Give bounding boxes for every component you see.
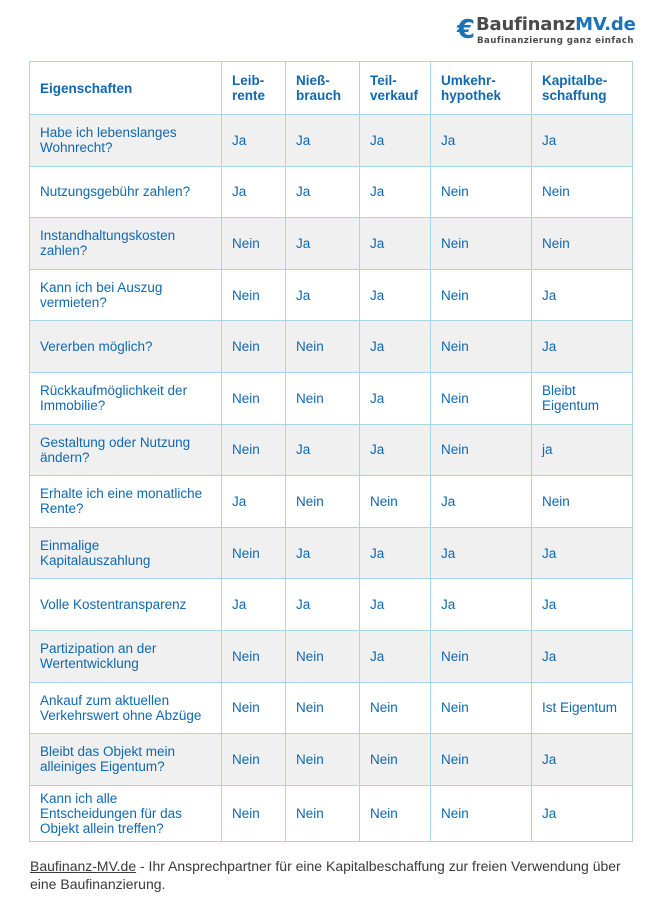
- cell-line: hypothek: [441, 88, 502, 103]
- cell-line: ändern?: [40, 449, 90, 465]
- table-row: [30, 321, 633, 373]
- cell-line: Rente?: [40, 501, 84, 517]
- value-cell: Nein: [222, 218, 286, 270]
- value-cell: Nein: [431, 785, 532, 841]
- value-cell: Nein: [222, 734, 286, 786]
- table-row: [30, 785, 633, 841]
- cell-line: Kapitalauszahlung: [40, 553, 151, 569]
- value-cell: Nein: [431, 424, 532, 476]
- value-cell: Nein: [222, 321, 286, 373]
- cell-line: verkauf: [370, 88, 419, 103]
- property-cell: [30, 630, 222, 682]
- cell-line: brauch: [296, 88, 342, 103]
- value-cell: Ja: [222, 476, 286, 528]
- cell-line: Leib-: [232, 73, 265, 88]
- value-cell: Ja: [286, 269, 360, 321]
- value-cell: Ja: [286, 218, 360, 270]
- brand-logo[interactable]: [457, 15, 642, 47]
- euro-icon: €: [457, 15, 476, 45]
- value-cell: Ja: [360, 166, 431, 218]
- footer-note: [30, 857, 640, 893]
- value-cell: Ja: [360, 321, 431, 373]
- footer-link[interactable]: Baufinanz-MV.de: [30, 858, 137, 874]
- cell-line: Nieß-: [296, 73, 330, 88]
- table-row: [30, 218, 633, 270]
- cell-line: Kann ich bei Auszug: [40, 280, 163, 296]
- value-cell: Nein: [286, 476, 360, 528]
- value-cell: Nein: [222, 630, 286, 682]
- value-cell: Nein: [360, 476, 431, 528]
- value-cell: Ja: [360, 269, 431, 321]
- table-row: [30, 476, 633, 528]
- value-cell: Nein: [431, 269, 532, 321]
- cell-line: Eigenschaften: [40, 80, 133, 96]
- value-cell: Nein: [431, 682, 532, 734]
- cell-line: Gestaltung oder Nutzung: [40, 434, 191, 450]
- cell-line: Partizipation an der: [40, 641, 157, 657]
- value-cell: Nein: [431, 321, 532, 373]
- value-cell: Ja: [532, 321, 633, 373]
- property-cell: [30, 321, 222, 373]
- table-body: [30, 115, 633, 842]
- value-cell: Ja: [532, 785, 633, 841]
- brand-name: [476, 15, 636, 35]
- column-header: [431, 62, 532, 115]
- value-cell: Ja: [431, 115, 532, 167]
- cell-line: Einmalige: [40, 538, 100, 554]
- value-cell: ja: [532, 424, 633, 476]
- property-cell: [30, 115, 222, 167]
- value-cell: [532, 372, 633, 424]
- property-cell: [30, 218, 222, 270]
- property-cell: [30, 734, 222, 786]
- cell-line: Habe ich lebenslanges: [40, 125, 177, 141]
- table-row: [30, 527, 633, 579]
- value-cell: Ja: [286, 115, 360, 167]
- value-cell: Nein: [222, 527, 286, 579]
- cell-line: zahlen?: [40, 243, 88, 259]
- cell-line: Immobilie?: [40, 398, 106, 414]
- value-cell: Nein: [222, 269, 286, 321]
- value-cell: Nein: [222, 785, 286, 841]
- value-cell: Ja: [532, 269, 633, 321]
- value-cell: Nein: [431, 218, 532, 270]
- value-cell: Nein: [431, 372, 532, 424]
- property-cell: [30, 527, 222, 579]
- cell-line: Kann ich alle: [40, 790, 118, 806]
- column-header: [222, 62, 286, 115]
- value-cell: Ja: [286, 424, 360, 476]
- cell-line: Eigentum: [542, 398, 600, 414]
- value-cell: Ja: [532, 115, 633, 167]
- table-row: [30, 579, 633, 631]
- value-cell: Nein: [431, 630, 532, 682]
- value-cell: Nein: [222, 682, 286, 734]
- footer-text: - Ihr Ansprechpartner für eine Kapitalbeschaffung zur freien Verwendung über eine Baufinanzierung.: [30, 858, 621, 892]
- value-cell: Ja: [222, 166, 286, 218]
- cell-line: schaffung: [542, 88, 607, 103]
- cell-line: Kapitalbe-: [542, 73, 608, 88]
- brand-tagline: Baufinanzierung ganz einfach: [477, 36, 634, 46]
- column-header: [360, 62, 431, 115]
- table-header-row: [30, 62, 633, 115]
- value-cell: Ja: [286, 527, 360, 579]
- value-cell: Ja: [360, 424, 431, 476]
- value-cell: Nein: [286, 321, 360, 373]
- value-cell: Ja: [360, 527, 431, 579]
- cell-line: Erhalte ich eine monatliche: [40, 486, 203, 502]
- table-row: [30, 682, 633, 734]
- value-cell: Nein: [532, 166, 633, 218]
- value-cell: Nein: [360, 734, 431, 786]
- cell-line: Bleibt das Objekt mein: [40, 744, 176, 760]
- table-row: [30, 372, 633, 424]
- value-cell: Nein: [360, 785, 431, 841]
- cell-line: alleiniges Eigentum?: [40, 759, 165, 775]
- value-cell: Ja: [286, 166, 360, 218]
- cell-line: Verkehrswert ohne Abzüge: [40, 707, 202, 723]
- table-row: [30, 166, 633, 218]
- property-cell: [30, 372, 222, 424]
- value-cell: Ja: [532, 579, 633, 631]
- column-header: [286, 62, 360, 115]
- table-row: [30, 269, 633, 321]
- cell-line: Bleibt: [542, 383, 576, 399]
- table-row: [30, 115, 633, 167]
- value-cell: Nein: [431, 734, 532, 786]
- cell-line: Volle Kostentransparenz: [40, 597, 187, 613]
- value-cell: Nein: [360, 682, 431, 734]
- value-cell: Ja: [360, 218, 431, 270]
- value-cell: Ja: [360, 372, 431, 424]
- cell-line: Vererben möglich?: [40, 339, 153, 355]
- cell-line: Ankauf zum aktuellen: [40, 692, 170, 708]
- value-cell: Nein: [532, 218, 633, 270]
- property-cell: [30, 785, 222, 841]
- table-row: [30, 734, 633, 786]
- property-cell: [30, 579, 222, 631]
- value-cell: Ja: [286, 579, 360, 631]
- value-cell: Ja: [360, 115, 431, 167]
- cell-line: Umkehr-: [441, 73, 496, 88]
- table-row: [30, 424, 633, 476]
- cell-line: Objekt allein treffen?: [40, 820, 164, 836]
- cell-line: Wohnrecht?: [40, 140, 113, 156]
- table-row: [30, 630, 633, 682]
- value-cell: Ja: [222, 115, 286, 167]
- value-cell: Nein: [286, 682, 360, 734]
- brand-name-main: Baufinanz: [476, 14, 576, 35]
- cell-line: Wertentwicklung: [40, 656, 139, 672]
- property-cell: [30, 269, 222, 321]
- cell-line: vermieten?: [40, 295, 107, 311]
- value-cell: Ja: [431, 527, 532, 579]
- header-eigenschaften: [30, 62, 222, 115]
- property-cell: [30, 424, 222, 476]
- comparison-table: [29, 61, 633, 842]
- cell-line: Teil-: [370, 73, 397, 88]
- value-cell: Ja: [222, 579, 286, 631]
- value-cell: Nein: [286, 630, 360, 682]
- value-cell: Ja: [360, 630, 431, 682]
- value-cell: Nein: [222, 424, 286, 476]
- cell-line: Instandhaltungskosten: [40, 228, 176, 244]
- cell-line: Rückkaufmöglichkeit der: [40, 383, 188, 399]
- cell-line: rente: [232, 88, 266, 103]
- value-cell: Nein: [286, 785, 360, 841]
- brand-name-accent: MV.de: [575, 14, 636, 35]
- column-header: [532, 62, 633, 115]
- value-cell: Ja: [360, 579, 431, 631]
- value-cell: Ja: [431, 476, 532, 528]
- cell-line: Nutzungsgebühr zahlen?: [40, 184, 191, 200]
- cell-line: Entscheidungen für das: [40, 805, 182, 821]
- value-cell: Nein: [431, 166, 532, 218]
- value-cell: Nein: [222, 372, 286, 424]
- value-cell: Ja: [532, 630, 633, 682]
- value-cell: Nein: [286, 372, 360, 424]
- value-cell: Ja: [532, 527, 633, 579]
- value-cell: Ist Eigentum: [532, 682, 633, 734]
- value-cell: Ja: [431, 579, 532, 631]
- value-cell: Ja: [532, 734, 633, 786]
- property-cell: [30, 476, 222, 528]
- property-cell: [30, 682, 222, 734]
- property-cell: [30, 166, 222, 218]
- value-cell: Nein: [532, 476, 633, 528]
- value-cell: Nein: [286, 734, 360, 786]
